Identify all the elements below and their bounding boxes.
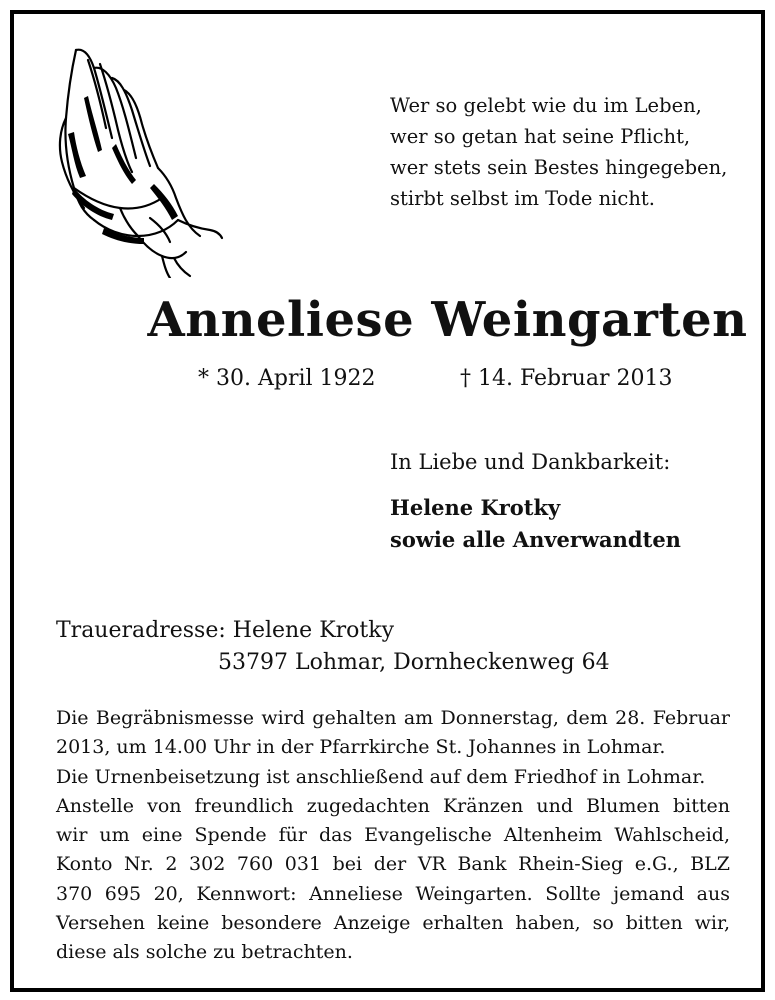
notice-line: Anstelle von freundlich zugedachten Kränzen und Blumen bitten: [56, 794, 730, 817]
poem-line: Wer so gelebt wie du im Leben,: [390, 94, 702, 117]
birth-date: * 30. April 1922: [198, 366, 376, 391]
notice-line: Konto Nr. 2 302 760 031 bei der VR Bank Rhein-Sieg e.G., BLZ: [56, 853, 730, 876]
death-date: † 14. Februar 2013: [460, 366, 673, 391]
memorial-poem: [390, 90, 727, 214]
condolence-address-line: 53797 Lohmar, Dornheckenweg 64: [218, 650, 610, 675]
funeral-notice-text: [56, 704, 730, 968]
poem-line: wer so getan hat seine Pflicht,: [390, 125, 691, 148]
praying-hands-icon: [54, 38, 224, 278]
notice-line: Versehen keine besondere Anzeige erhalten haben, so bitten wir,: [56, 912, 730, 935]
condolence-address-line: Traueradresse: Helene Krotky: [56, 618, 394, 643]
deceased-name: Anneliese Weingarten: [147, 292, 748, 348]
poem-line: wer stets sein Bestes hingegeben,: [390, 156, 728, 179]
notice-line: Die Begräbnismesse wird gehalten am Donnerstag, dem 28. Februar: [56, 707, 730, 729]
mourner-line: sowie alle Anverwandten: [390, 527, 681, 552]
obituary-notice: [10, 10, 765, 992]
poem-line: stirbt selbst im Tode nicht.: [390, 187, 655, 210]
mourners-names: [390, 492, 681, 556]
notice-line: Die Urnenbeisetzung ist anschließend auf dem Friedhof in Lohmar.: [56, 765, 706, 788]
notice-line: 370 695 20, Kennwort: Anneliese Weingarten. Sollte jemand aus: [56, 882, 730, 905]
notice-line: 2013, um 14.00 Uhr in der Pfarrkirche St. Johannes in Lohmar.: [56, 736, 666, 759]
mourner-line: Helene Krotky: [390, 495, 561, 520]
notice-line: wir um eine Spende für das Evangelische Altenheim Wahlscheid,: [56, 824, 730, 847]
mourners-intro: In Liebe und Dankbarkeit:: [390, 450, 671, 474]
notice-line: diese als solche zu betrachten.: [56, 941, 353, 964]
